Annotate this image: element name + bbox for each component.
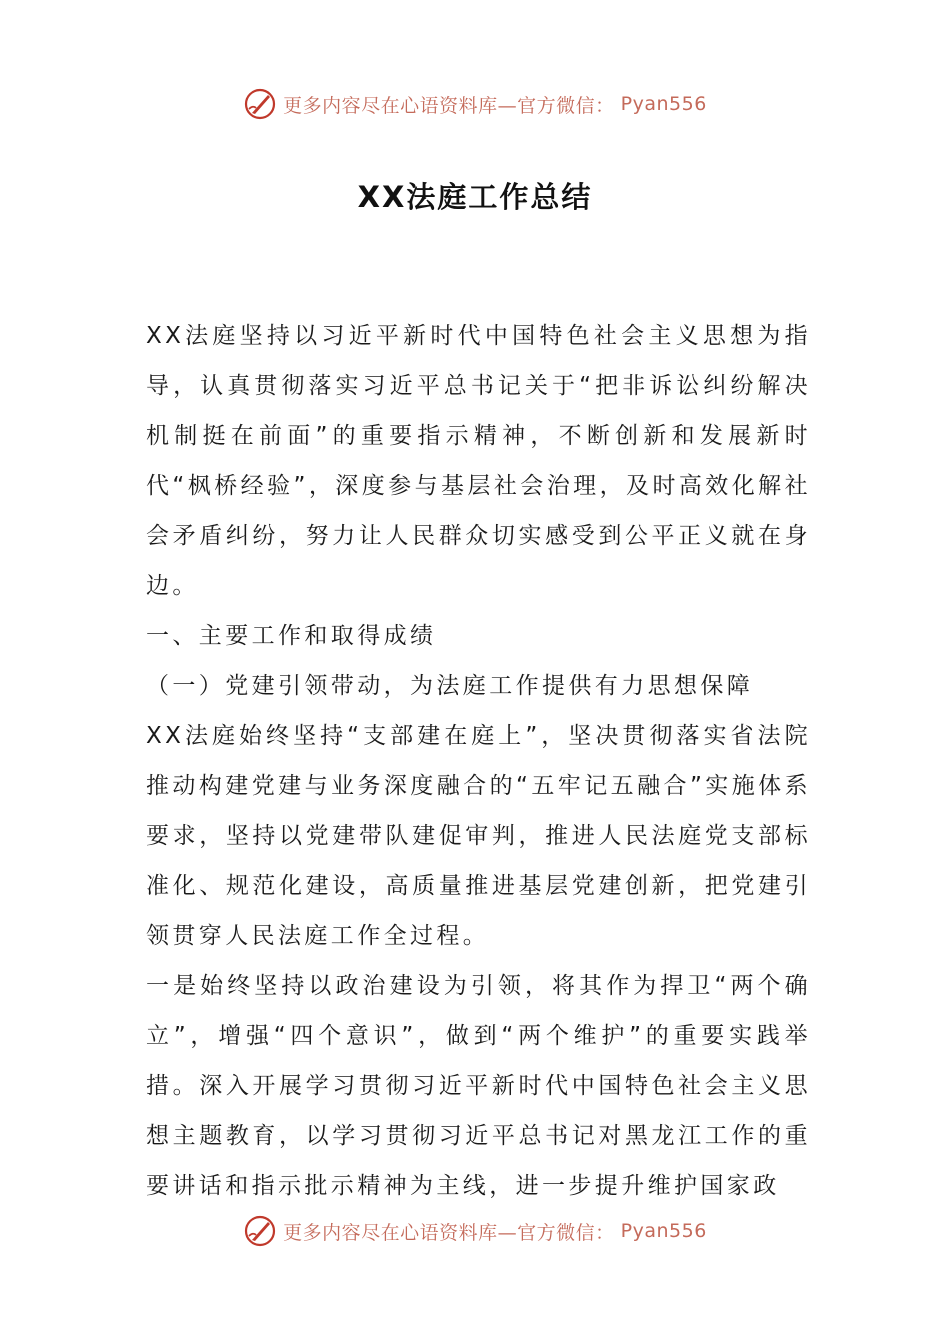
watermark-text: 更多内容尽在心语资料库—官方微信： xyxy=(283,1221,615,1244)
paragraph-political-construction: 一是始终坚持以政治建设为引领，将其作为捍卫“两个确立”，增强“四个意识”，做到“两个维护”的重要实践举措。深入开展学习贯彻习近平新时代中国特色社会主义思想主题教育，以学习贯彻习近平总书记对黑龙江工作的重要讲话和指示批示精神为主线，进一步提升维护国家政 xyxy=(146,973,811,1199)
section-heading: 一、主要工作和取得成绩 xyxy=(146,623,437,649)
paragraph-party-building: XX法庭始终坚持“支部建在庭上”，坚决贯彻落实省法院推动构建党建与业务深度融合的“五牢记五融合”实施体系要求，坚持以党建带队建促审判，推进人民法庭党支部标准化、规范化建设，高质量推进基层党建创新，把党建引领贯穿人民法庭工作全过程。 xyxy=(146,723,811,949)
document-title: XX法庭工作总结 xyxy=(357,180,593,214)
watermark-header xyxy=(0,84,950,124)
watermark-footer xyxy=(0,1211,950,1251)
watermark-text: 更多内容尽在心语资料库—官方微信： xyxy=(283,94,615,117)
watermark-wechat-id: Pyan556 xyxy=(620,93,707,115)
quill-logo-icon xyxy=(243,1214,277,1248)
quill-logo-icon xyxy=(243,87,277,121)
paragraph-intro: XX法庭坚持以习近平新时代中国特色社会主义思想为指导，认真贯彻落实习近平总书记关于“把非诉讼纠纷解决机制挺在前面”的重要指示精神，不断创新和发展新时代“枫桥经验”，深度参与基层社会治理，及时高效化解社会矛盾纠纷，努力让人民群众切实感受到公平正义就在身边。 xyxy=(146,323,811,599)
watermark-wechat-id: Pyan556 xyxy=(620,1220,707,1242)
subsection-heading: （一）党建引领带动，为法庭工作提供有力思想保障 xyxy=(146,673,754,699)
document-body xyxy=(146,311,811,1211)
